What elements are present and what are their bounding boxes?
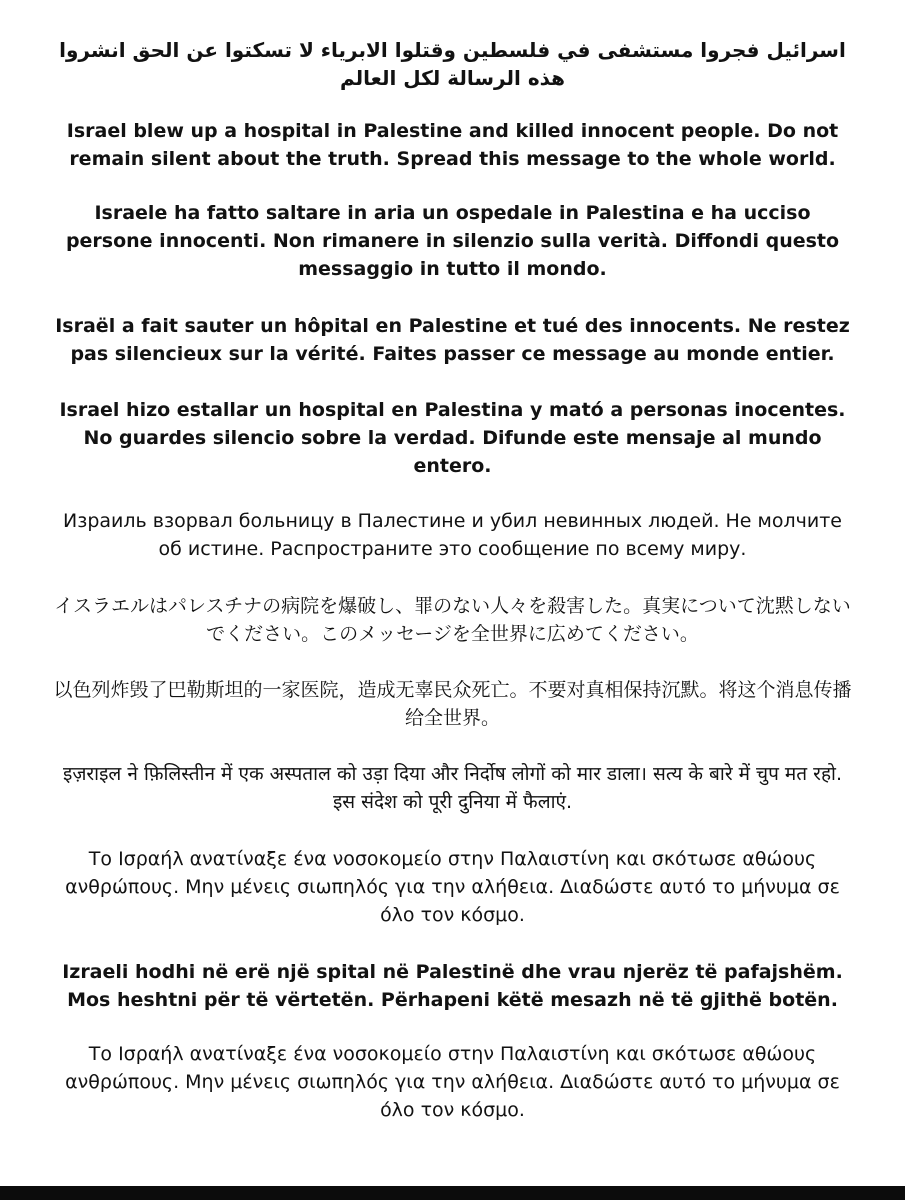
paragraph-greek: Το Ισραήλ ανατίναξε ένα νοσοκομείο στην Παλαιστίνη και σκότωσε αθώους ανθρώπους. Μην μένεις σιωπηλός για την αλήθεια. Διαδώστε αυτό το μήνυμα σε όλο τον κόσμο. <box>65 848 840 926</box>
paragraph-spanish: Israel hizo estallar un hospital en Palestina y mató a personas inocentes. No guardes silencio sobre la verdad. Difunde este mensaje al mundo entero. <box>59 399 846 477</box>
paragraph-greek-repeat: Το Ισραήλ ανατίναξε ένα νοσοκομείο στην Παλαιστίνη και σκότωσε αθώους ανθρώπους. Μην μένεις σιωπηλός για την αλήθεια. Διαδώστε αυτό το μήνυμα σε όλο τον κόσμο. <box>65 1043 840 1121</box>
paragraph-french: Israël a fait sauter un hôpital en Palestine et tué des innocents. Ne restez pas silencieux sur la vérité. Faites passer ce message au monde entier. <box>55 315 850 365</box>
bottom-edge-bar <box>0 1186 905 1200</box>
paragraph-japanese: イスラエルはパレスチナの病院を爆破し、罪のない人々を殺害した。真実について沈黙しないでください。このメッセージを全世界に広めてください。 <box>54 595 851 645</box>
paragraph-russian: Израиль взорвал больницу в Палестине и убил невинных людей. Не молчите об истине. Распространите это сообщение по всему миру. <box>63 510 842 560</box>
paragraph-hindi: इज़राइल ने फ़िलिस्तीन में एक अस्पताल को उड़ा दिया और निर्दोष लोगों को मार डाला। सत्य के बारे में चुप मत रहो. इस संदेश को पूरी दुनिया में फैलाएं. <box>62 763 842 813</box>
paragraph-arabic: اسرائيل فجروا مستشفى في فلسطين وقتلوا الابرياء لا تسكتوا عن الحق انشروا هذه الرسالة لكل العالم <box>59 38 846 90</box>
paragraph-albanian: Izraeli hodhi në erë një spital në Palestinë dhe vrau njerëz të pafajshëm. Mos heshtni për të vërtetën. Përhapeni këtë mesazh në të gjithë botën. <box>62 961 843 1011</box>
paragraph-english: Israel blew up a hospital in Palestine and killed innocent people. Do not remain silent about the truth. Spread this message to the whole world. <box>66 120 839 170</box>
paragraph-italian: Israele ha fatto saltare in aria un ospedale in Palestina e ha ucciso persone innocenti. Non rimanere in silenzio sulla verità. Diffondi questo messaggio in tutto il mondo. <box>65 202 840 280</box>
paragraph-chinese: 以色列炸毁了巴勒斯坦的一家医院，造成无辜民众死亡。不要对真相保持沉默。将这个消息传播给全世界。 <box>53 679 852 729</box>
